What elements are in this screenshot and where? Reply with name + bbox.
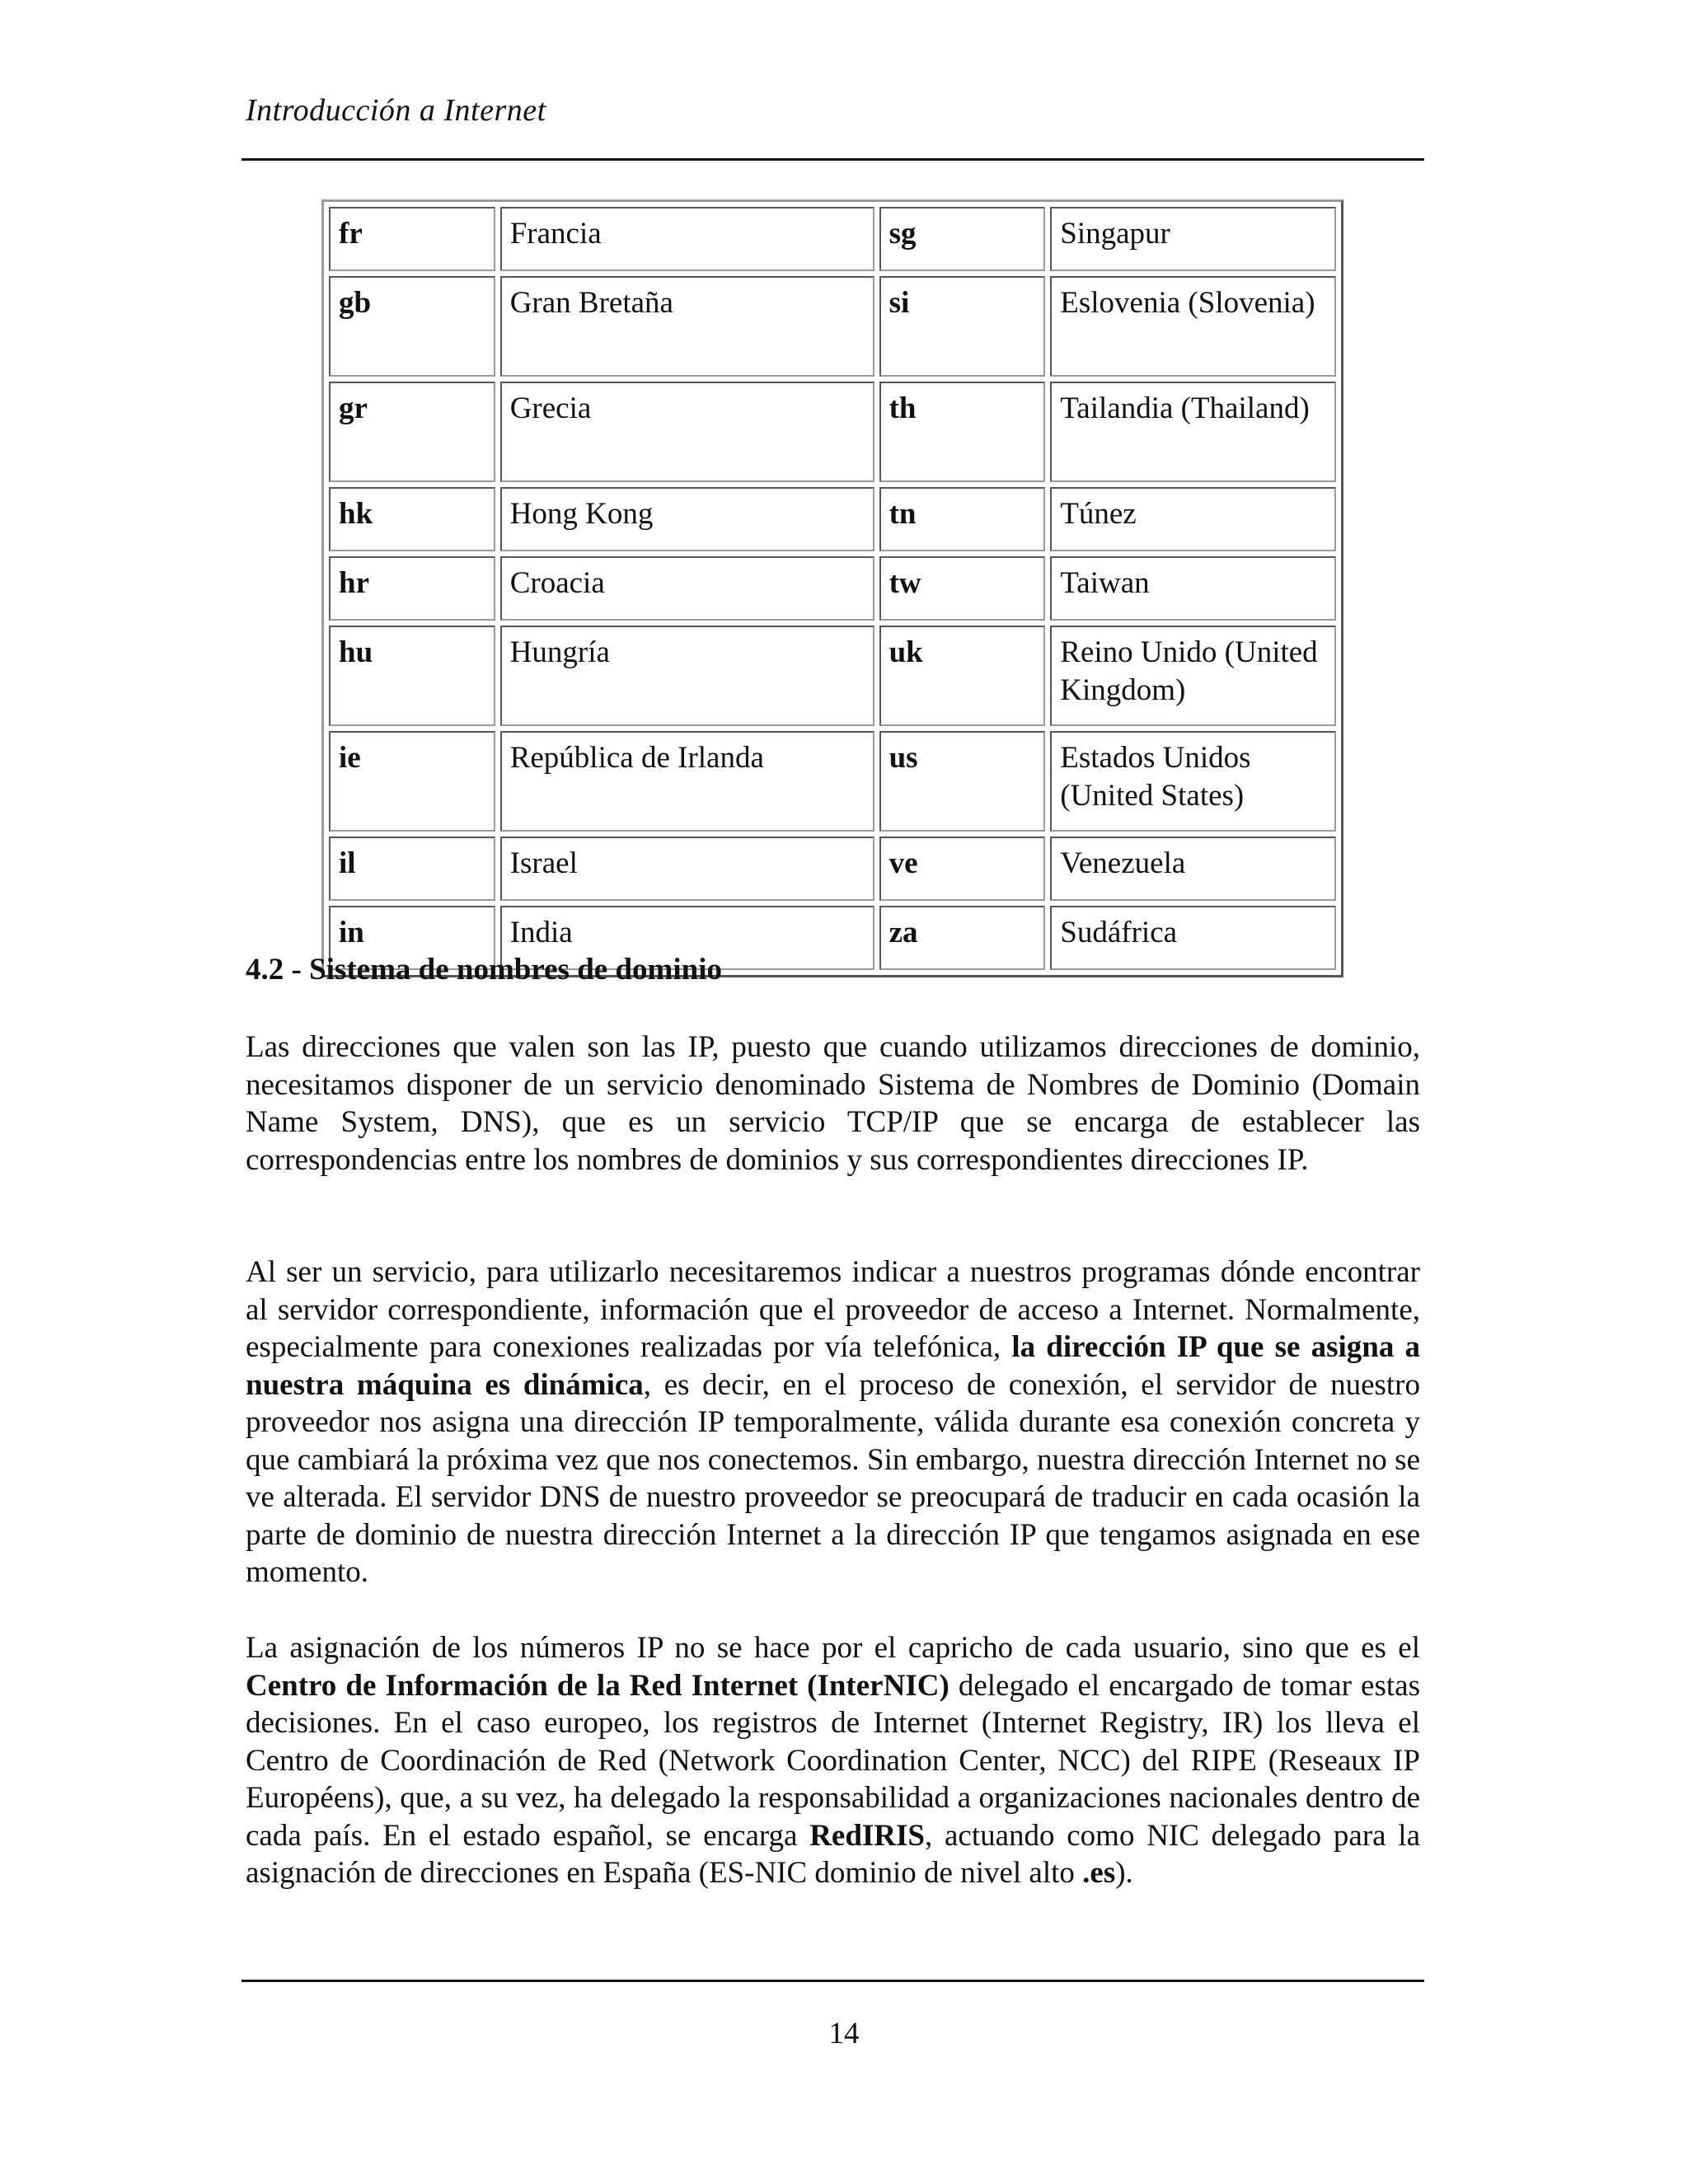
country-name-cell: Singapur bbox=[1050, 207, 1336, 271]
header-rule bbox=[241, 158, 1424, 161]
table-row bbox=[329, 487, 1336, 551]
paragraph-emphasis: RedIRIS bbox=[809, 1818, 926, 1853]
domain-code-cell: za bbox=[879, 906, 1046, 970]
domain-code-cell: fr bbox=[329, 207, 495, 271]
country-name-cell: Eslovenia (Slovenia) bbox=[1050, 276, 1336, 377]
domain-code-cell: hr bbox=[329, 556, 495, 621]
footer-rule bbox=[241, 1980, 1424, 1982]
domain-code-cell: hu bbox=[329, 626, 495, 726]
paragraph-text: Al ser un servicio, para utilizarlo necesitaremos indicar a nuestros programas dónde encontrar al servidor correspondiente, información que el proveedor de acceso a Internet. Normalmente, especialmente para conexiones realizadas por vía telefónica, bbox=[246, 1255, 1420, 1364]
country-name-cell: Gran Bretaña bbox=[500, 276, 874, 377]
table-row bbox=[329, 382, 1336, 482]
country-name-cell: Hungría bbox=[500, 626, 874, 726]
domain-code-cell: uk bbox=[879, 626, 1046, 726]
table-row bbox=[329, 207, 1336, 271]
paragraph-dns-service bbox=[246, 1254, 1420, 1591]
paragraph-emphasis: Centro de Información de la Red Internet (InterNIC) bbox=[246, 1668, 950, 1703]
domain-code-cell: tn bbox=[879, 487, 1046, 551]
paragraph-text: , es decir, en el proceso de conexión, el servidor de nuestro proveedor nos asigna una dirección IP temporalmente, válida durante esa conexión concreta y que cambiará la próxima vez que nos conectemos. Sin embargo, nuestra dirección Internet no se ve alterada. El servidor DNS de nuestro proveedor se preocupará de traducir en cada ocasión la parte de dominio de nuestra dirección Internet a la dirección IP que tengamos asignada en ese momento. bbox=[246, 1367, 1421, 1589]
table-row bbox=[329, 556, 1336, 621]
domain-code-cell: sg bbox=[879, 207, 1046, 271]
country-name-cell: Venezuela bbox=[1050, 837, 1336, 901]
paragraph-dns-intro: Las direcciones que valen son las IP, puesto que cuando utilizamos direcciones de dominio, necesitamos disponer de un servicio denominado Sistema de Nombres de Dominio (Domain Name System, DNS), que es un servicio TCP/IP que se encarga de establecer las correspondencias entre los nombres de dominios y sus correspondientes direcciones IP. bbox=[246, 1030, 1420, 1177]
domain-code-cell: us bbox=[879, 731, 1046, 832]
domain-code-cell: si bbox=[879, 276, 1046, 377]
paragraph-text: ). bbox=[1115, 1856, 1133, 1890]
country-name-cell: Estados Unidos (United States) bbox=[1050, 731, 1336, 832]
country-name-cell: Francia bbox=[500, 207, 874, 271]
domain-code-cell: gb bbox=[329, 276, 495, 377]
country-name-cell: Grecia bbox=[500, 382, 874, 482]
country-name-cell: Sudáfrica bbox=[1050, 906, 1336, 970]
domain-code-cell: gr bbox=[329, 382, 495, 482]
domain-code-cell: th bbox=[879, 382, 1046, 482]
domain-code-cell: tw bbox=[879, 556, 1046, 621]
country-name-cell: Taiwan bbox=[1050, 556, 1336, 621]
paragraph-ip-assignment bbox=[246, 1629, 1420, 1892]
country-name-cell: Israel bbox=[500, 837, 874, 901]
country-domain-table bbox=[321, 199, 1343, 977]
country-name-cell: República de Irlanda bbox=[500, 731, 874, 832]
paragraph-text: delegado el encargado de tomar estas decisiones. En el caso europeo, los registros de Internet (Internet Registry, IR) los lleva el Centro de Coordinación de Red (Network Coordination Center, NCC) del RIPE (Reseaux IP Européens), que, a su vez, ha delegado la responsabilidad a organizaciones nacionales dentro de cada país. En el estado español, se encarga bbox=[246, 1668, 1420, 1853]
paragraph-text: La asignación de los números IP no se hace por el capricho de cada usuario, sino que es el bbox=[246, 1631, 1420, 1665]
country-name-cell: Reino Unido (United Kingdom) bbox=[1050, 626, 1336, 726]
domain-code-cell: il bbox=[329, 837, 495, 901]
domain-code-cell: in bbox=[329, 906, 495, 970]
country-name-cell: Hong Kong bbox=[500, 487, 874, 551]
domain-code-cell: ve bbox=[879, 837, 1046, 901]
domain-code-cell: ie bbox=[329, 731, 495, 832]
country-name-cell: Túnez bbox=[1050, 487, 1336, 551]
table-row bbox=[329, 276, 1336, 377]
domain-code-cell: hk bbox=[329, 487, 495, 551]
page-number: 14 bbox=[828, 2017, 860, 2050]
paragraph-text: , actuando como NIC delegado para la asignación de direcciones en España (ES-NIC dominio de nivel alto bbox=[246, 1818, 1420, 1890]
country-name-cell: Croacia bbox=[500, 556, 874, 621]
paragraph-emphasis: la dirección IP que se asigna a nuestra máquina es dinámica bbox=[246, 1330, 1420, 1402]
country-name-cell: Tailandia (Thailand) bbox=[1050, 382, 1336, 482]
country-name-cell: India bbox=[500, 906, 874, 970]
table-row bbox=[329, 626, 1336, 726]
table-row bbox=[329, 731, 1336, 832]
running-header: Introducción a Internet bbox=[246, 93, 546, 128]
section-heading: 4.2 - Sistema de nombres de dominio bbox=[246, 953, 722, 987]
paragraph-emphasis: .es bbox=[1082, 1856, 1116, 1890]
table-row bbox=[329, 837, 1336, 901]
